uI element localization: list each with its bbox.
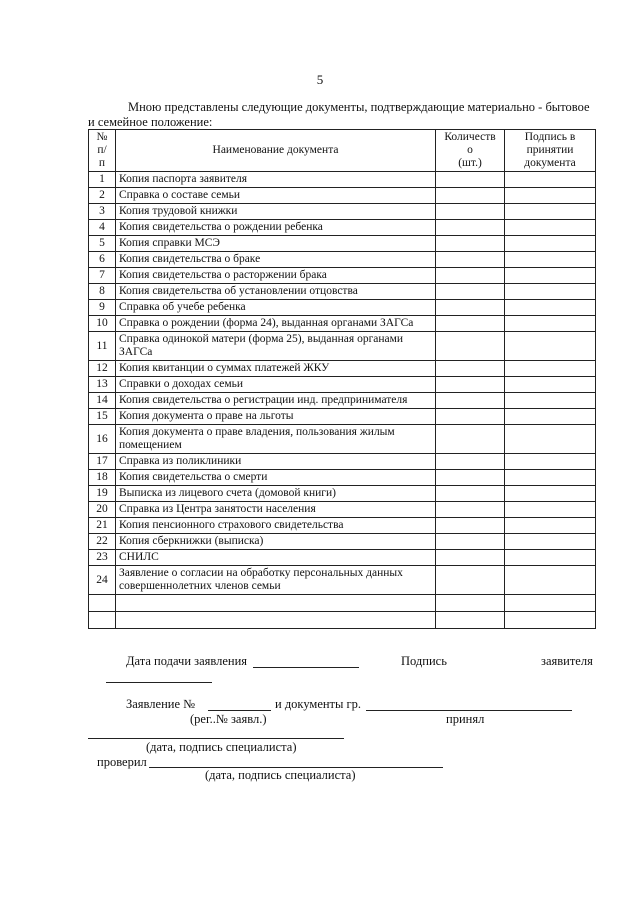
row-number: 8: [89, 284, 116, 300]
documents-table: [88, 129, 596, 629]
specialist-caption-2: (дата, подпись специалиста): [205, 768, 356, 782]
row-signature-cell[interactable]: [505, 252, 596, 268]
header-document-name: Наименование документа: [116, 130, 436, 172]
table-row: [89, 300, 596, 316]
row-signature-cell[interactable]: [505, 220, 596, 236]
row-document-name: Копия сберкнижки (выписка): [116, 534, 436, 550]
row-document-name: Копия свидетельства о регистрации инд. предпринимателя: [116, 393, 436, 409]
header-number: [89, 130, 116, 172]
empty-cell[interactable]: [436, 595, 505, 612]
row-signature-cell[interactable]: [505, 566, 596, 595]
row-signature-cell[interactable]: [505, 300, 596, 316]
row-quantity-cell[interactable]: [436, 518, 505, 534]
row-number: 16: [89, 425, 116, 454]
header-number-line: №: [96, 131, 108, 143]
row-number: 6: [89, 252, 116, 268]
row-document-name: Справка из Центра занятости населения: [116, 502, 436, 518]
table-row: [89, 332, 596, 361]
row-signature-cell[interactable]: [505, 550, 596, 566]
row-quantity-cell[interactable]: [436, 454, 505, 470]
header-signature-line: документа: [524, 157, 576, 169]
row-signature-cell[interactable]: [505, 409, 596, 425]
empty-cell[interactable]: [89, 612, 116, 629]
row-signature-cell[interactable]: [505, 393, 596, 409]
row-document-name: Справка об учебе ребенка: [116, 300, 436, 316]
row-quantity-cell[interactable]: [436, 316, 505, 332]
table-row: [89, 393, 596, 409]
row-signature-cell[interactable]: [505, 204, 596, 220]
row-number: 19: [89, 486, 116, 502]
empty-cell[interactable]: [116, 612, 436, 629]
row-document-name: Справка одинокой матери (форма 25), выданная органами ЗАГСа: [116, 332, 436, 361]
row-number: 1: [89, 172, 116, 188]
table-row: [89, 220, 596, 236]
row-quantity-cell[interactable]: [436, 486, 505, 502]
row-document-name: Справка о рождении (форма 24), выданная органами ЗАГСа: [116, 316, 436, 332]
table-row: [89, 425, 596, 454]
row-document-name: Копия справки МСЭ: [116, 236, 436, 252]
table-row: [89, 518, 596, 534]
intro-line-2: и семейное положение:: [88, 115, 213, 129]
row-signature-cell[interactable]: [505, 518, 596, 534]
empty-table-row: [89, 612, 596, 629]
table-row: [89, 550, 596, 566]
row-number: 11: [89, 332, 116, 361]
row-signature-cell[interactable]: [505, 188, 596, 204]
row-number: 21: [89, 518, 116, 534]
date-field-line[interactable]: [253, 667, 359, 668]
row-number: 13: [89, 377, 116, 393]
table-row: [89, 204, 596, 220]
accepted-signature-line[interactable]: [88, 738, 344, 739]
row-signature-cell[interactable]: [505, 534, 596, 550]
row-signature-cell[interactable]: [505, 172, 596, 188]
row-number: 15: [89, 409, 116, 425]
row-quantity-cell[interactable]: [436, 566, 505, 595]
documents-label: и документы гр.: [275, 697, 362, 711]
table-row: [89, 566, 596, 595]
row-document-name: Копия свидетельства об установлении отцовства: [116, 284, 436, 300]
row-quantity-cell[interactable]: [436, 268, 505, 284]
table-row: [89, 172, 596, 188]
table-row: [89, 316, 596, 332]
empty-table-row: [89, 595, 596, 612]
row-document-name: Выписка из лицевого счета (домовой книги): [116, 486, 436, 502]
row-signature-cell[interactable]: [505, 316, 596, 332]
row-number: 22: [89, 534, 116, 550]
table-row: [89, 252, 596, 268]
header-signature-line: Подпись в: [524, 131, 576, 143]
table-row: [89, 284, 596, 300]
row-quantity-cell[interactable]: [436, 377, 505, 393]
row-signature-cell[interactable]: [505, 454, 596, 470]
row-document-name: Справки о доходах семьи: [116, 377, 436, 393]
table-header-row: [89, 130, 596, 172]
row-signature-cell[interactable]: [505, 284, 596, 300]
table-row: [89, 470, 596, 486]
header-signature: [505, 130, 596, 172]
row-quantity-cell[interactable]: [436, 470, 505, 486]
row-quantity-cell[interactable]: [436, 502, 505, 518]
row-number: 23: [89, 550, 116, 566]
row-signature-cell[interactable]: [505, 502, 596, 518]
row-signature-cell[interactable]: [505, 268, 596, 284]
row-number: 9: [89, 300, 116, 316]
row-document-name: Копия паспорта заявителя: [116, 172, 436, 188]
table-row: [89, 377, 596, 393]
row-signature-cell[interactable]: [505, 425, 596, 454]
citizen-name-line[interactable]: [366, 710, 572, 711]
table-body: [89, 172, 596, 629]
row-document-name: Копия свидетельства о браке: [116, 252, 436, 268]
row-quantity-cell[interactable]: [436, 550, 505, 566]
checked-label: проверил: [97, 755, 147, 769]
row-document-name: Копия трудовой книжки: [116, 204, 436, 220]
row-quantity-cell[interactable]: [436, 300, 505, 316]
row-document-name: Копия документа о праве на льготы: [116, 409, 436, 425]
row-document-name: Копия пенсионного страхового свидетельства: [116, 518, 436, 534]
row-number: 2: [89, 188, 116, 204]
table-row: [89, 188, 596, 204]
applicant-label: заявителя: [541, 654, 593, 668]
row-quantity-cell[interactable]: [436, 361, 505, 377]
application-number-label: Заявление №: [126, 697, 196, 711]
row-quantity-cell[interactable]: [436, 236, 505, 252]
row-signature-cell[interactable]: [505, 236, 596, 252]
row-number: 10: [89, 316, 116, 332]
row-quantity-cell[interactable]: [436, 332, 505, 361]
date-label: Дата подачи заявления: [126, 654, 248, 668]
row-quantity-cell[interactable]: [436, 204, 505, 220]
intro-line-1: Мною представлены следующие документы, подтверждающие материально - бытовое: [128, 100, 590, 114]
row-number: 3: [89, 204, 116, 220]
row-signature-cell[interactable]: [505, 377, 596, 393]
header-number-line: п: [98, 157, 106, 169]
row-number: 12: [89, 361, 116, 377]
reg-number-caption: (рег..№ заявл.): [190, 712, 267, 726]
page-number: 5: [316, 72, 324, 87]
empty-cell[interactable]: [436, 612, 505, 629]
header-quantity-line: (шт.): [458, 157, 482, 169]
row-number: 7: [89, 268, 116, 284]
table-row: [89, 361, 596, 377]
empty-cell[interactable]: [505, 612, 596, 629]
specialist-caption-1: (дата, подпись специалиста): [146, 740, 297, 754]
row-document-name: Копия свидетельства о рождении ребенка: [116, 220, 436, 236]
row-signature-cell[interactable]: [505, 361, 596, 377]
header-number-line: п/: [97, 144, 107, 156]
empty-cell[interactable]: [505, 595, 596, 612]
row-document-name: Копия документа о праве владения, пользования жилым помещением: [116, 425, 436, 454]
row-number: 24: [89, 566, 116, 595]
header-signature-line: принятии: [526, 144, 574, 156]
row-signature-cell[interactable]: [505, 332, 596, 361]
row-number: 14: [89, 393, 116, 409]
table-row: [89, 454, 596, 470]
table-row: [89, 534, 596, 550]
row-number: 5: [89, 236, 116, 252]
row-number: 17: [89, 454, 116, 470]
table-row: [89, 268, 596, 284]
row-document-name: Справка из поликлиники: [116, 454, 436, 470]
signature-label: Подпись: [401, 654, 447, 668]
row-quantity-cell[interactable]: [436, 252, 505, 268]
empty-cell[interactable]: [89, 595, 116, 612]
applicant-signature-line[interactable]: [106, 682, 212, 683]
table-row: [89, 486, 596, 502]
table-row: [89, 409, 596, 425]
row-document-name: Копия свидетельства о смерти: [116, 470, 436, 486]
empty-cell[interactable]: [116, 595, 436, 612]
row-document-name: Справка о составе семьи: [116, 188, 436, 204]
row-quantity-cell[interactable]: [436, 425, 505, 454]
header-quantity: [436, 130, 505, 172]
row-quantity-cell[interactable]: [436, 188, 505, 204]
application-number-line[interactable]: [208, 710, 271, 711]
row-quantity-cell[interactable]: [436, 409, 505, 425]
row-number: 18: [89, 470, 116, 486]
row-quantity-cell[interactable]: [436, 220, 505, 236]
table-row: [89, 502, 596, 518]
row-number: 4: [89, 220, 116, 236]
row-quantity-cell[interactable]: [436, 284, 505, 300]
accepted-label: принял: [446, 712, 485, 726]
row-document-name: Копия квитанции о суммах платежей ЖКУ: [116, 361, 436, 377]
row-quantity-cell[interactable]: [436, 172, 505, 188]
row-signature-cell[interactable]: [505, 470, 596, 486]
intro-text: [88, 100, 598, 130]
header-quantity-line: Количеств: [444, 131, 496, 143]
row-document-name: Заявление о согласии на обработку персональных данных совершеннолетних членов семьи: [116, 566, 436, 595]
row-document-name: СНИЛС: [116, 550, 436, 566]
row-quantity-cell[interactable]: [436, 393, 505, 409]
table-row: [89, 236, 596, 252]
row-document-name: Копия свидетельства о расторжении брака: [116, 268, 436, 284]
row-signature-cell[interactable]: [505, 486, 596, 502]
row-quantity-cell[interactable]: [436, 534, 505, 550]
header-quantity-line: о: [467, 144, 473, 156]
row-number: 20: [89, 502, 116, 518]
